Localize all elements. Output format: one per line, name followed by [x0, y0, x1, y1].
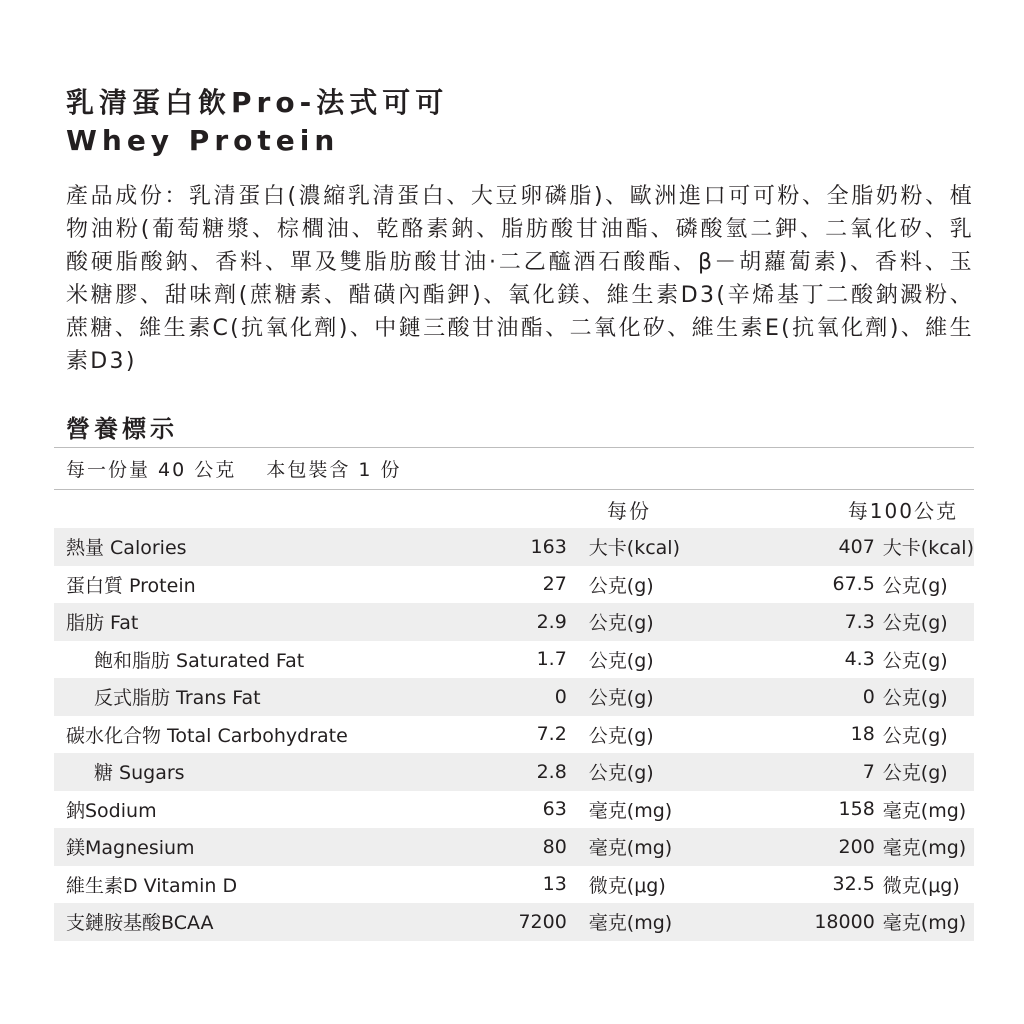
nutrient-name: 支鏈胺基酸BCAA — [66, 912, 214, 935]
col-per-100g: 每100公克 — [847, 499, 958, 523]
per-serving-unit: 公克(g) — [588, 649, 654, 672]
per-100g-unit: 公克(g) — [882, 649, 948, 672]
per-serving-value: 0 — [554, 685, 567, 708]
product-info — [66, 84, 974, 378]
table-row — [54, 753, 974, 791]
serving-info — [66, 455, 423, 482]
per-serving-unit: 毫克(mg) — [588, 912, 673, 935]
per-serving-value: 1.7 — [536, 648, 567, 671]
table-row — [54, 828, 974, 866]
per-100g-unit: 公克(g) — [882, 612, 948, 635]
per-serving-unit: 公克(g) — [588, 687, 654, 710]
table-row — [54, 566, 974, 604]
per-serving-unit: 微克(μg) — [588, 874, 666, 897]
per-serving-unit: 公克(g) — [588, 724, 654, 747]
per-serving-unit: 公克(g) — [588, 574, 654, 597]
per-serving-value: 2.8 — [536, 760, 567, 783]
per-serving-value: 63 — [542, 798, 567, 821]
per-serving-value: 80 — [542, 835, 567, 858]
per-100g-value: 7.3 — [844, 610, 875, 633]
nutrient-name: 脂肪 Fat — [66, 612, 139, 635]
table-row — [54, 641, 974, 679]
per-serving-value: 13 — [542, 873, 567, 896]
per-100g-value: 18 — [850, 723, 875, 746]
per-100g-value: 18000 — [814, 910, 875, 933]
product-title-zh: 乳清蛋白飲Pro-法式可可 — [66, 86, 449, 119]
ingredients-text: 產品成份：乳清蛋白(濃縮乳清蛋白、大豆卵磷脂)、歐洲進口可可粉、全脂奶粉、植物油粉(葡萄糖漿、棕櫚油、乾酪素鈉、脂肪酸甘油酯、磷酸氫二鉀、二氧化矽、乳酸硬脂酸鈉、香料、單及雙脂肪酸甘油·二乙醯酒石酸酯、β－胡蘿蔔素)、香料、玉米糖膠、甜味劑(蔗糖素、醋磺內酯鉀)、氧化鎂、維生素D3(辛烯基丁二酸鈉澱粉、蔗糖、維生素C(抗氧化劑)、中鏈三酸甘油酯、二氧化矽、維生素E(抗氧化劑)、維生素D3) — [66, 184, 974, 374]
table-row — [54, 528, 974, 566]
table-row — [54, 716, 974, 754]
table-row — [54, 791, 974, 829]
per-100g-value: 32.5 — [832, 873, 875, 896]
per-serving-value: 27 — [542, 573, 567, 596]
nutrient-name: 維生素D Vitamin D — [66, 874, 238, 897]
per-100g-value: 67.5 — [832, 573, 875, 596]
per-serving-value: 7.2 — [536, 723, 567, 746]
nutrient-name: 糖 Sugars — [94, 762, 185, 785]
table-row — [54, 603, 974, 641]
serving-size: 每一份量 40 公克 — [66, 459, 237, 481]
per-serving-value: 2.9 — [536, 610, 567, 633]
nutrient-name: 鎂Magnesium — [66, 837, 195, 860]
table-row — [54, 866, 974, 904]
nutrient-name: 鈉Sodium — [66, 799, 157, 822]
nutrition-column-headers — [54, 495, 974, 525]
nutrition-table — [54, 528, 974, 941]
per-100g-value: 158 — [838, 798, 875, 821]
per-100g-unit: 公克(g) — [882, 687, 948, 710]
per-serving-unit: 毫克(mg) — [588, 799, 673, 822]
per-100g-unit: 公克(g) — [882, 762, 948, 785]
table-row — [54, 678, 974, 716]
per-serving-value: 163 — [530, 535, 567, 558]
per-serving-unit: 大卡(kcal) — [588, 537, 680, 560]
nutrient-name: 碳水化合物 Total Carbohydrate — [66, 724, 348, 747]
nutrition-section-header — [66, 412, 974, 446]
per-100g-unit: 大卡(kcal) — [882, 537, 974, 560]
per-100g-value: 0 — [862, 685, 875, 708]
nutrition-title: 營養標示 — [66, 415, 178, 443]
table-row — [54, 903, 974, 941]
per-100g-unit: 公克(g) — [882, 574, 948, 597]
divider — [54, 489, 974, 490]
per-100g-unit: 公克(g) — [882, 724, 948, 747]
product-title-en: Whey Protein — [66, 124, 340, 157]
per-100g-value: 407 — [838, 535, 875, 558]
per-100g-value: 200 — [838, 835, 875, 858]
nutrient-name: 飽和脂肪 Saturated Fat — [94, 649, 305, 672]
nutrient-name: 蛋白質 Protein — [66, 574, 196, 597]
per-serving-unit: 公克(g) — [588, 612, 654, 635]
per-100g-unit: 毫克(mg) — [882, 799, 967, 822]
per-100g-unit: 毫克(mg) — [882, 837, 967, 860]
per-100g-value: 4.3 — [844, 648, 875, 671]
per-serving-unit: 公克(g) — [588, 762, 654, 785]
per-100g-unit: 毫克(mg) — [882, 912, 967, 935]
per-serving-unit: 毫克(mg) — [588, 837, 673, 860]
servings-per-pack: 本包裝含 1 份 — [266, 459, 402, 481]
per-100g-unit: 微克(μg) — [882, 874, 960, 897]
per-serving-value: 7200 — [518, 910, 567, 933]
divider — [54, 447, 974, 448]
nutrient-name: 反式脂肪 Trans Fat — [94, 687, 261, 710]
per-100g-value: 7 — [862, 760, 875, 783]
col-per-serving: 每份 — [607, 499, 651, 523]
nutrient-name: 熱量 Calories — [66, 537, 187, 560]
